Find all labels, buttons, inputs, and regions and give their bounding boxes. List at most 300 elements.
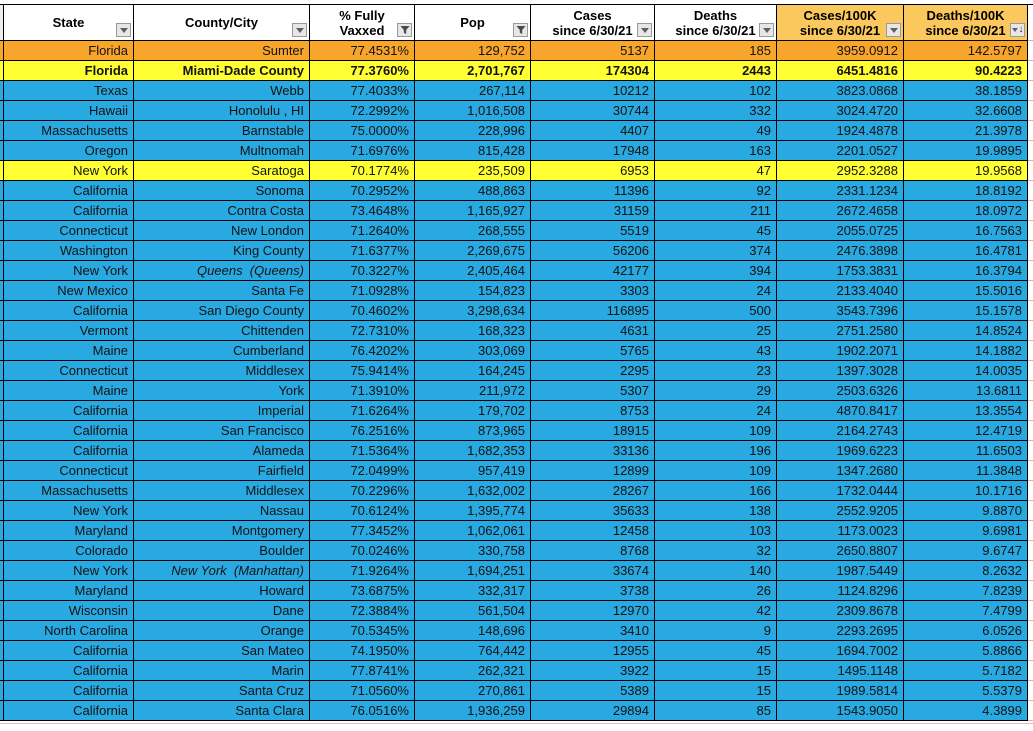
cell-deaths[interactable]: 47: [655, 161, 777, 181]
cell-state[interactable]: California: [4, 421, 134, 441]
cell-cases[interactable]: 6953: [531, 161, 655, 181]
cell-county[interactable]: Montgomery: [134, 521, 310, 541]
cell-deaths[interactable]: 138: [655, 501, 777, 521]
cell-vaxxed[interactable]: 77.4531%: [310, 41, 415, 61]
cell-vaxxed[interactable]: 76.0516%: [310, 701, 415, 721]
right-margin-gridline-stub: [1028, 161, 1033, 181]
cell-deaths100k[interactable]: 16.3794: [904, 261, 1028, 281]
cell-state[interactable]: Connecticut: [4, 221, 134, 241]
cell-deaths100k[interactable]: 7.4799: [904, 601, 1028, 621]
cell-pop[interactable]: 262,321: [415, 661, 531, 681]
cell-cases[interactable]: 42177: [531, 261, 655, 281]
cell-pop[interactable]: 1,936,259: [415, 701, 531, 721]
cell-cases100k[interactable]: 3543.7396: [777, 301, 904, 321]
cell-vaxxed[interactable]: 70.4602%: [310, 301, 415, 321]
cell-cases100k[interactable]: 2751.2580: [777, 321, 904, 341]
cell-deaths100k[interactable]: 14.8524: [904, 321, 1028, 341]
cell-state[interactable]: California: [4, 401, 134, 421]
cell-cases100k[interactable]: 2201.0527: [777, 141, 904, 161]
cell-vaxxed[interactable]: 75.9414%: [310, 361, 415, 381]
cell-county[interactable]: Barnstable: [134, 121, 310, 141]
cell-deaths100k[interactable]: 11.3848: [904, 461, 1028, 481]
cell-cases100k[interactable]: 2476.3898: [777, 241, 904, 261]
cell-state[interactable]: Washington: [4, 241, 134, 261]
cell-county[interactable]: Nassau: [134, 501, 310, 521]
cell-deaths[interactable]: 15: [655, 661, 777, 681]
cell-vaxxed[interactable]: 70.5345%: [310, 621, 415, 641]
cell-deaths100k[interactable]: 7.8239: [904, 581, 1028, 601]
cell-deaths100k[interactable]: 16.7563: [904, 221, 1028, 241]
cell-pop[interactable]: 873,965: [415, 421, 531, 441]
cell-pop[interactable]: 957,419: [415, 461, 531, 481]
cell-cases[interactable]: 31159: [531, 201, 655, 221]
cell-vaxxed[interactable]: 72.0499%: [310, 461, 415, 481]
cell-deaths100k[interactable]: 14.1882: [904, 341, 1028, 361]
cell-pop[interactable]: 1,682,353: [415, 441, 531, 461]
filter-button-vaxxed[interactable]: [397, 23, 412, 37]
cell-cases100k[interactable]: 1902.2071: [777, 341, 904, 361]
cell-vaxxed[interactable]: 71.6264%: [310, 401, 415, 421]
cell-deaths[interactable]: 49: [655, 121, 777, 141]
cell-cases100k[interactable]: 2331.1234: [777, 181, 904, 201]
cell-cases[interactable]: 8768: [531, 541, 655, 561]
cell-cases100k[interactable]: 1753.3831: [777, 261, 904, 281]
cell-cases[interactable]: 10212: [531, 81, 655, 101]
cell-pop[interactable]: 2,269,675: [415, 241, 531, 261]
cell-cases[interactable]: 3738: [531, 581, 655, 601]
table-row: [0, 61, 1033, 81]
cell-cases100k[interactable]: 1969.6223: [777, 441, 904, 461]
cell-county[interactable]: New York (Manhattan): [134, 561, 310, 581]
cell-deaths[interactable]: 9: [655, 621, 777, 641]
cell-vaxxed[interactable]: 71.6976%: [310, 141, 415, 161]
cell-deaths[interactable]: 25: [655, 321, 777, 341]
cell-state[interactable]: Oregon: [4, 141, 134, 161]
cell-deaths[interactable]: 45: [655, 641, 777, 661]
cell-county[interactable]: New London: [134, 221, 310, 241]
cell-state[interactable]: New York: [4, 261, 134, 281]
cell-pop[interactable]: 235,509: [415, 161, 531, 181]
cell-pop[interactable]: 154,823: [415, 281, 531, 301]
cell-cases[interactable]: 5519: [531, 221, 655, 241]
column-header-deaths[interactable]: [655, 5, 777, 41]
cell-deaths100k[interactable]: 9.6981: [904, 521, 1028, 541]
cell-vaxxed[interactable]: 77.3452%: [310, 521, 415, 541]
cell-cases[interactable]: 28267: [531, 481, 655, 501]
cell-state[interactable]: Maine: [4, 341, 134, 361]
cell-deaths[interactable]: 23: [655, 361, 777, 381]
cell-cases[interactable]: 33136: [531, 441, 655, 461]
cell-deaths[interactable]: 92: [655, 181, 777, 201]
column-header-cases100k[interactable]: [777, 5, 904, 41]
cell-state[interactable]: California: [4, 701, 134, 721]
cell-pop[interactable]: 164,245: [415, 361, 531, 381]
cell-pop[interactable]: 1,062,061: [415, 521, 531, 541]
cell-deaths[interactable]: 42: [655, 601, 777, 621]
cell-state[interactable]: Florida: [4, 61, 134, 81]
cell-cases100k[interactable]: 1924.4878: [777, 121, 904, 141]
cell-state[interactable]: New York: [4, 501, 134, 521]
cell-cases100k[interactable]: 6451.4816: [777, 61, 904, 81]
cell-vaxxed[interactable]: 70.3227%: [310, 261, 415, 281]
cell-vaxxed[interactable]: 74.1950%: [310, 641, 415, 661]
cell-vaxxed[interactable]: 72.2992%: [310, 101, 415, 121]
cell-state[interactable]: New York: [4, 561, 134, 581]
cell-state[interactable]: New York: [4, 161, 134, 181]
cell-cases100k[interactable]: 2309.8678: [777, 601, 904, 621]
cell-deaths100k[interactable]: 13.6811: [904, 381, 1028, 401]
cell-deaths[interactable]: 374: [655, 241, 777, 261]
cell-pop[interactable]: 303,069: [415, 341, 531, 361]
cell-deaths[interactable]: 32: [655, 541, 777, 561]
column-header-county[interactable]: [134, 5, 310, 41]
cell-deaths[interactable]: 24: [655, 281, 777, 301]
cell-vaxxed[interactable]: 75.0000%: [310, 121, 415, 141]
cell-cases[interactable]: 33674: [531, 561, 655, 581]
cell-deaths[interactable]: 500: [655, 301, 777, 321]
cell-deaths100k[interactable]: 14.0035: [904, 361, 1028, 381]
table-row: [0, 281, 1033, 301]
cell-cases100k[interactable]: 2164.2743: [777, 421, 904, 441]
cell-state[interactable]: Vermont: [4, 321, 134, 341]
cell-county[interactable]: Contra Costa: [134, 201, 310, 221]
cell-county[interactable]: Howard: [134, 581, 310, 601]
cell-vaxxed[interactable]: 70.1774%: [310, 161, 415, 181]
cell-state[interactable]: Colorado: [4, 541, 134, 561]
cell-vaxxed[interactable]: 71.3910%: [310, 381, 415, 401]
cell-state[interactable]: Massachusetts: [4, 121, 134, 141]
column-header-deaths100k[interactable]: [904, 5, 1028, 41]
cell-cases100k[interactable]: 1347.2680: [777, 461, 904, 481]
cell-vaxxed[interactable]: 71.9264%: [310, 561, 415, 581]
cell-cases[interactable]: 5389: [531, 681, 655, 701]
filter-button-cases100k[interactable]: [886, 23, 901, 37]
filter-button-deaths[interactable]: [759, 23, 774, 37]
cell-county[interactable]: Imperial: [134, 401, 310, 421]
cell-pop[interactable]: 1,395,774: [415, 501, 531, 521]
cell-cases100k[interactable]: 4870.8417: [777, 401, 904, 421]
cell-deaths100k[interactable]: 12.4719: [904, 421, 1028, 441]
cell-deaths100k[interactable]: 18.0972: [904, 201, 1028, 221]
cell-deaths100k[interactable]: 9.6747: [904, 541, 1028, 561]
cell-state[interactable]: California: [4, 301, 134, 321]
cell-vaxxed[interactable]: 71.0928%: [310, 281, 415, 301]
cell-state[interactable]: California: [4, 681, 134, 701]
cell-cases100k[interactable]: 2650.8807: [777, 541, 904, 561]
cell-cases[interactable]: 35633: [531, 501, 655, 521]
cell-vaxxed[interactable]: 73.6875%: [310, 581, 415, 601]
cell-pop[interactable]: 228,996: [415, 121, 531, 141]
cell-cases100k[interactable]: 2552.9205: [777, 501, 904, 521]
cell-county[interactable]: Middlesex: [134, 481, 310, 501]
filter-button-state[interactable]: [116, 23, 131, 37]
cell-cases[interactable]: 4631: [531, 321, 655, 341]
cell-state[interactable]: Connecticut: [4, 361, 134, 381]
cell-deaths100k[interactable]: 5.5379: [904, 681, 1028, 701]
cell-vaxxed[interactable]: 71.0560%: [310, 681, 415, 701]
cell-pop[interactable]: 1,165,927: [415, 201, 531, 221]
cell-deaths[interactable]: 2443: [655, 61, 777, 81]
cell-county[interactable]: Alameda: [134, 441, 310, 461]
cell-cases[interactable]: 17948: [531, 141, 655, 161]
column-header-label: County/City: [185, 15, 258, 30]
cell-vaxxed[interactable]: 70.2952%: [310, 181, 415, 201]
cell-pop[interactable]: 3,298,634: [415, 301, 531, 321]
cell-deaths100k[interactable]: 32.6608: [904, 101, 1028, 121]
cell-deaths[interactable]: 185: [655, 41, 777, 61]
cell-cases100k[interactable]: 3024.4720: [777, 101, 904, 121]
cell-pop[interactable]: 2,405,464: [415, 261, 531, 281]
cell-cases100k[interactable]: 1124.8296: [777, 581, 904, 601]
cell-deaths100k[interactable]: 15.5016: [904, 281, 1028, 301]
cell-deaths100k[interactable]: 8.2632: [904, 561, 1028, 581]
cell-cases100k[interactable]: 1694.7002: [777, 641, 904, 661]
cell-deaths100k[interactable]: 10.1716: [904, 481, 1028, 501]
cell-pop[interactable]: 268,555: [415, 221, 531, 241]
cell-cases[interactable]: 8753: [531, 401, 655, 421]
cell-deaths100k[interactable]: 38.1859: [904, 81, 1028, 101]
cell-county[interactable]: Santa Cruz: [134, 681, 310, 701]
cell-cases[interactable]: 30744: [531, 101, 655, 121]
cell-deaths[interactable]: 211: [655, 201, 777, 221]
table-row: [0, 141, 1033, 161]
cell-county[interactable]: Queens (Queens): [134, 261, 310, 281]
cell-cases[interactable]: 174304: [531, 61, 655, 81]
cell-cases100k[interactable]: 1397.3028: [777, 361, 904, 381]
cell-cases[interactable]: 5765: [531, 341, 655, 361]
cell-county[interactable]: Multnomah: [134, 141, 310, 161]
cell-deaths100k[interactable]: 11.6503: [904, 441, 1028, 461]
cell-vaxxed[interactable]: 70.2296%: [310, 481, 415, 501]
cell-county[interactable]: Boulder: [134, 541, 310, 561]
cell-deaths100k[interactable]: 19.9568: [904, 161, 1028, 181]
cell-state[interactable]: California: [4, 441, 134, 461]
cell-pop[interactable]: 561,504: [415, 601, 531, 621]
cell-deaths[interactable]: 24: [655, 401, 777, 421]
filter-button-cases[interactable]: [637, 23, 652, 37]
cell-state[interactable]: California: [4, 661, 134, 681]
cell-cases100k[interactable]: 1543.9050: [777, 701, 904, 721]
cell-deaths100k[interactable]: 142.5797: [904, 41, 1028, 61]
cell-vaxxed[interactable]: 72.3884%: [310, 601, 415, 621]
cell-cases[interactable]: 116895: [531, 301, 655, 321]
cell-cases[interactable]: 18915: [531, 421, 655, 441]
cell-deaths[interactable]: 85: [655, 701, 777, 721]
cell-deaths100k[interactable]: 13.3554: [904, 401, 1028, 421]
cell-cases100k[interactable]: 1987.5449: [777, 561, 904, 581]
cell-pop[interactable]: 211,972: [415, 381, 531, 401]
cell-deaths[interactable]: 109: [655, 461, 777, 481]
cell-deaths100k[interactable]: 16.4781: [904, 241, 1028, 261]
column-header-cases[interactable]: [531, 5, 655, 41]
cell-deaths[interactable]: 163: [655, 141, 777, 161]
cell-state[interactable]: California: [4, 181, 134, 201]
cell-pop[interactable]: 332,317: [415, 581, 531, 601]
cell-deaths[interactable]: 102: [655, 81, 777, 101]
filter-button-county[interactable]: [292, 23, 307, 37]
cell-pop[interactable]: 1,694,251: [415, 561, 531, 581]
cell-cases100k[interactable]: 2952.3288: [777, 161, 904, 181]
cell-pop[interactable]: 179,702: [415, 401, 531, 421]
cell-cases[interactable]: 5307: [531, 381, 655, 401]
cell-pop[interactable]: 267,114: [415, 81, 531, 101]
cell-deaths100k[interactable]: 4.3899: [904, 701, 1028, 721]
cell-county[interactable]: Dane: [134, 601, 310, 621]
cell-cases100k[interactable]: 2293.2695: [777, 621, 904, 641]
cell-state[interactable]: North Carolina: [4, 621, 134, 641]
cell-deaths[interactable]: 103: [655, 521, 777, 541]
cell-deaths100k[interactable]: 5.7182: [904, 661, 1028, 681]
cell-county[interactable]: King County: [134, 241, 310, 261]
cell-cases100k[interactable]: 2055.0725: [777, 221, 904, 241]
cell-pop[interactable]: 1,632,002: [415, 481, 531, 501]
cell-vaxxed[interactable]: 77.8741%: [310, 661, 415, 681]
cell-deaths[interactable]: 109: [655, 421, 777, 441]
cell-county[interactable]: York: [134, 381, 310, 401]
cell-pop[interactable]: 148,696: [415, 621, 531, 641]
cell-vaxxed[interactable]: 73.4648%: [310, 201, 415, 221]
cell-deaths100k[interactable]: 21.3978: [904, 121, 1028, 141]
cell-deaths[interactable]: 43: [655, 341, 777, 361]
cell-deaths[interactable]: 332: [655, 101, 777, 121]
cell-state[interactable]: Maryland: [4, 521, 134, 541]
cell-deaths[interactable]: 26: [655, 581, 777, 601]
cell-vaxxed[interactable]: 71.5364%: [310, 441, 415, 461]
table-row: [0, 81, 1033, 101]
right-margin-gridline-stub: [1028, 441, 1033, 461]
cell-vaxxed[interactable]: 70.6124%: [310, 501, 415, 521]
cell-cases[interactable]: 11396: [531, 181, 655, 201]
cell-county[interactable]: Chittenden: [134, 321, 310, 341]
cell-state[interactable]: Massachusetts: [4, 481, 134, 501]
cell-cases[interactable]: 29894: [531, 701, 655, 721]
cell-vaxxed[interactable]: 71.2640%: [310, 221, 415, 241]
cell-cases100k[interactable]: 3959.0912: [777, 41, 904, 61]
cell-deaths[interactable]: 394: [655, 261, 777, 281]
cell-state[interactable]: Maryland: [4, 581, 134, 601]
cell-cases[interactable]: 3922: [531, 661, 655, 681]
cell-state[interactable]: Connecticut: [4, 461, 134, 481]
cell-cases[interactable]: 12899: [531, 461, 655, 481]
cell-cases[interactable]: 4407: [531, 121, 655, 141]
cell-vaxxed[interactable]: 72.7310%: [310, 321, 415, 341]
cell-deaths100k[interactable]: 6.0526: [904, 621, 1028, 641]
cell-deaths[interactable]: 140: [655, 561, 777, 581]
cell-deaths[interactable]: 166: [655, 481, 777, 501]
filter-button-pop[interactable]: [513, 23, 528, 37]
cell-county[interactable]: Marin: [134, 661, 310, 681]
filter-button-deaths100k[interactable]: [1010, 23, 1025, 37]
cell-state[interactable]: California: [4, 641, 134, 661]
cell-deaths100k[interactable]: 18.8192: [904, 181, 1028, 201]
cell-pop[interactable]: 488,863: [415, 181, 531, 201]
table-row: [0, 661, 1033, 681]
cell-state[interactable]: California: [4, 201, 134, 221]
cell-cases[interactable]: 5137: [531, 41, 655, 61]
column-header-vaxxed[interactable]: [310, 5, 415, 41]
cell-county[interactable]: Honolulu , HI: [134, 101, 310, 121]
cell-vaxxed[interactable]: 77.4033%: [310, 81, 415, 101]
cell-cases[interactable]: 3410: [531, 621, 655, 641]
right-margin-gridline-stub: [1028, 81, 1033, 101]
cell-pop[interactable]: 764,442: [415, 641, 531, 661]
cell-county[interactable]: Sonoma: [134, 181, 310, 201]
sort-descending-icon: ↓: [1018, 24, 1024, 35]
cell-county[interactable]: Orange: [134, 621, 310, 641]
cell-county[interactable]: Webb: [134, 81, 310, 101]
cell-state[interactable]: Maine: [4, 381, 134, 401]
cell-county[interactable]: Sumter: [134, 41, 310, 61]
cell-deaths[interactable]: 196: [655, 441, 777, 461]
cell-state[interactable]: New Mexico: [4, 281, 134, 301]
cell-pop[interactable]: 815,428: [415, 141, 531, 161]
cell-cases100k[interactable]: 1173.0023: [777, 521, 904, 541]
cell-pop[interactable]: 2,701,767: [415, 61, 531, 81]
cell-county[interactable]: Saratoga: [134, 161, 310, 181]
cell-vaxxed[interactable]: 76.4202%: [310, 341, 415, 361]
cell-cases[interactable]: 56206: [531, 241, 655, 261]
cell-deaths100k[interactable]: 15.1578: [904, 301, 1028, 321]
column-header-state[interactable]: [4, 5, 134, 41]
cell-deaths100k[interactable]: 5.8866: [904, 641, 1028, 661]
cell-cases[interactable]: 12955: [531, 641, 655, 661]
cell-deaths100k[interactable]: 90.4223: [904, 61, 1028, 81]
cell-cases100k[interactable]: 2672.4658: [777, 201, 904, 221]
cell-county[interactable]: San Mateo: [134, 641, 310, 661]
cell-cases[interactable]: 3303: [531, 281, 655, 301]
cell-deaths[interactable]: 29: [655, 381, 777, 401]
cell-pop[interactable]: 129,752: [415, 41, 531, 61]
cell-deaths[interactable]: 15: [655, 681, 777, 701]
dropdown-arrow-icon: [641, 28, 649, 33]
cell-cases100k[interactable]: 3823.0868: [777, 81, 904, 101]
cell-pop[interactable]: 270,861: [415, 681, 531, 701]
cell-state[interactable]: Hawaii: [4, 101, 134, 121]
cell-cases100k[interactable]: 2503.6326: [777, 381, 904, 401]
cell-county[interactable]: Middlesex: [134, 361, 310, 381]
cell-cases[interactable]: 12970: [531, 601, 655, 621]
cell-county[interactable]: San Francisco: [134, 421, 310, 441]
cell-cases100k[interactable]: 1732.0444: [777, 481, 904, 501]
cell-vaxxed[interactable]: 70.0246%: [310, 541, 415, 561]
cell-county[interactable]: Cumberland: [134, 341, 310, 361]
cell-cases100k[interactable]: 2133.4040: [777, 281, 904, 301]
table-row: [0, 401, 1033, 421]
cell-cases100k[interactable]: 1495.1148: [777, 661, 904, 681]
cell-cases[interactable]: 2295: [531, 361, 655, 381]
cell-county[interactable]: Fairfield: [134, 461, 310, 481]
cell-county[interactable]: Miami-Dade County: [134, 61, 310, 81]
cell-pop[interactable]: 330,758: [415, 541, 531, 561]
cell-cases100k[interactable]: 1989.5814: [777, 681, 904, 701]
cell-county[interactable]: Santa Clara: [134, 701, 310, 721]
cell-vaxxed[interactable]: 71.6377%: [310, 241, 415, 261]
cell-county[interactable]: San Diego County: [134, 301, 310, 321]
cell-cases[interactable]: 12458: [531, 521, 655, 541]
cell-vaxxed[interactable]: 77.3760%: [310, 61, 415, 81]
cell-pop[interactable]: 168,323: [415, 321, 531, 341]
cell-pop[interactable]: 1,016,508: [415, 101, 531, 121]
cell-state[interactable]: Florida: [4, 41, 134, 61]
cell-state[interactable]: Texas: [4, 81, 134, 101]
cell-deaths[interactable]: 45: [655, 221, 777, 241]
cell-vaxxed[interactable]: 76.2516%: [310, 421, 415, 441]
column-header-pop[interactable]: [415, 5, 531, 41]
cell-state[interactable]: Wisconsin: [4, 601, 134, 621]
cell-deaths100k[interactable]: 19.9895: [904, 141, 1028, 161]
cell-deaths100k[interactable]: 9.8870: [904, 501, 1028, 521]
cell-county[interactable]: Santa Fe: [134, 281, 310, 301]
